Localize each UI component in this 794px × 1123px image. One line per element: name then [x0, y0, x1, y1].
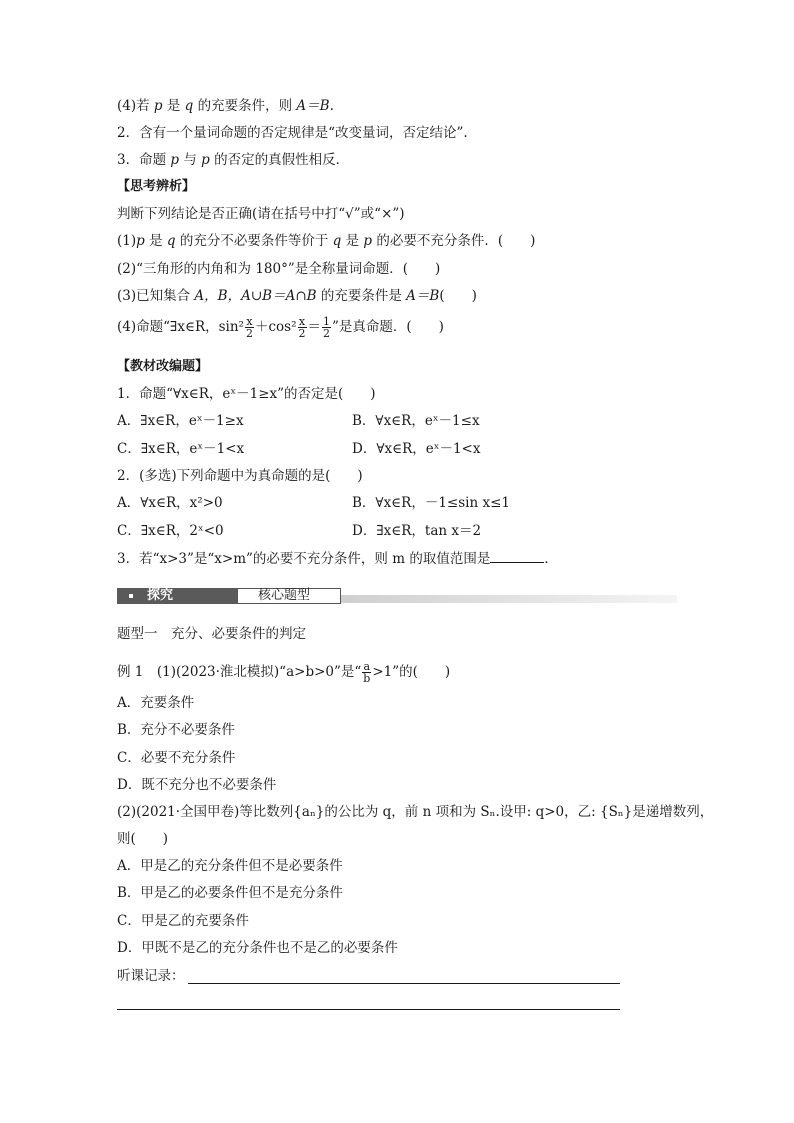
review-line-3	[117, 151, 349, 169]
fraction	[322, 316, 331, 339]
ex1-option-d: D．既不充分也不必要条件	[117, 777, 277, 793]
banner-left-text: 探究	[147, 588, 174, 603]
var: q	[332, 233, 342, 249]
q2-option-c: C．∃x∈R，2ˣ<0	[117, 523, 224, 539]
notes-line-1	[188, 983, 620, 984]
denominator: 2	[323, 327, 331, 340]
notes-line-2	[117, 1009, 620, 1010]
text: 是	[144, 233, 167, 249]
var: q	[184, 98, 194, 114]
text: (4)命题“∃x∈R，sin²	[117, 319, 244, 335]
think-title: 【思考辨析】	[117, 179, 196, 194]
text: (4)若	[117, 98, 154, 114]
text: ＝	[307, 319, 322, 335]
fraction	[245, 316, 254, 339]
example1-part2-line2: 则( )	[117, 831, 169, 847]
var: p	[153, 98, 163, 114]
q1-option-d: D．∀x∈R，eˣ－1<x	[352, 441, 481, 457]
text: 例 1 (1)(2023·淮北模拟)“a>b>0”是“	[117, 664, 362, 680]
review-line-4	[117, 97, 334, 115]
text: >1”的( )	[372, 664, 451, 680]
numerator: 1	[323, 315, 331, 328]
text: 3．命题	[117, 152, 171, 168]
textbook-q1: 1．命题“∀x∈R，eˣ－1≥x”的否定是( )	[117, 386, 376, 402]
think-item-4	[117, 316, 444, 339]
textbook-title: 【教材改编题】	[117, 359, 209, 374]
ex2-option-c: C．甲是乙的充要条件	[117, 913, 249, 929]
var: A＝B	[406, 288, 440, 304]
var: p	[363, 233, 373, 249]
square-bullet-icon	[129, 594, 133, 598]
think-item-3	[117, 287, 477, 305]
denominator: 2	[245, 327, 253, 340]
banner-rule	[341, 595, 677, 603]
var: p	[201, 152, 210, 168]
banner-right-text: 核心题型	[258, 588, 311, 603]
text: 的必要不充分条件．( )	[372, 233, 536, 249]
q2-option-b: B．∀x∈R，－1≤sin x≤1	[352, 495, 510, 511]
q1-option-c: C．∃x∈R，eˣ－1<x	[117, 441, 245, 457]
text: 是	[341, 233, 364, 249]
think-item-1	[117, 232, 535, 250]
think-item-2: (2)“三角形的内角和为 180°”是全称量词命题．( )	[117, 261, 441, 277]
text: 的否定的真假性相反．	[209, 152, 350, 168]
var: q	[166, 233, 176, 249]
textbook-q3	[117, 549, 558, 568]
text: 与	[179, 152, 202, 168]
numerator: x	[298, 315, 306, 328]
q1-option-b: B．∀x∈R，eˣ－1≤x	[352, 413, 480, 429]
var: p	[170, 152, 180, 168]
var: A，B，A∪B＝A∩B	[194, 288, 317, 304]
ex1-option-a: A．充要条件	[117, 695, 195, 711]
example1-part2-line1: (2)(2021·全国甲卷)等比数列{aₙ}的公比为 q，前 n 项和为 Sₙ.设甲: q>0，乙: {Sₙ}是递增数列，	[117, 804, 714, 820]
numerator: x	[246, 315, 253, 328]
denominator: b	[363, 672, 371, 685]
text: ＋cos²	[254, 319, 297, 335]
ex2-option-d: D．甲既不是乙的充分条件也不是乙的必要条件	[117, 940, 398, 956]
text: 的充分不必要条件等价于	[175, 233, 333, 249]
textbook-q2: 2．(多选)下列命题中为真命题的是( )	[117, 468, 363, 484]
type1-title: 题型一 充分、必要条件的判定	[117, 626, 306, 642]
example1-part1	[117, 661, 450, 684]
banner-dark-label	[117, 588, 237, 604]
think-intro: 判断下列结论是否正确(请在括号中打“√”或“×”)	[117, 206, 405, 222]
section-banner	[117, 586, 677, 606]
ex2-option-a: A．甲是乙的充分条件但不是必要条件	[117, 858, 343, 874]
banner-tab	[237, 588, 341, 604]
text: 的充要条件是	[316, 288, 407, 304]
q2-option-d: D．∃x∈R，tan x＝2	[352, 523, 482, 539]
q1-option-a: A．∃x∈R，eˣ－1≥x	[117, 413, 244, 429]
text: (3)已知集合	[117, 288, 195, 304]
text: ．	[544, 551, 558, 567]
denominator: 2	[298, 327, 306, 340]
fraction	[362, 661, 371, 684]
text: 是	[162, 98, 185, 114]
text: ( )	[439, 288, 477, 304]
numerator: a	[363, 660, 371, 673]
answer-blank	[490, 549, 544, 563]
var: A＝B.	[296, 98, 334, 114]
text: 3．若“x>3”是“x>m”的必要不充分条件，则 m 的取值范围是	[117, 551, 491, 567]
var: p	[136, 233, 145, 249]
ex1-option-c: C．必要不充分条件	[117, 750, 236, 766]
q2-option-a: A．∀x∈R，x²>0	[117, 495, 223, 511]
review-line-2: 2．含有一个量词命题的否定规律是“改变量词，否定结论”.	[117, 125, 468, 141]
text: (1)	[117, 233, 137, 249]
fraction	[298, 316, 307, 339]
ex2-option-b: B．甲是乙的必要条件但不是充分条件	[117, 885, 343, 901]
text: 的充要条件，则	[193, 98, 297, 114]
notes-label: 听课记录：	[117, 968, 185, 984]
text: ”是真命题．( )	[332, 319, 444, 335]
ex1-option-b: B．充分不必要条件	[117, 722, 235, 738]
